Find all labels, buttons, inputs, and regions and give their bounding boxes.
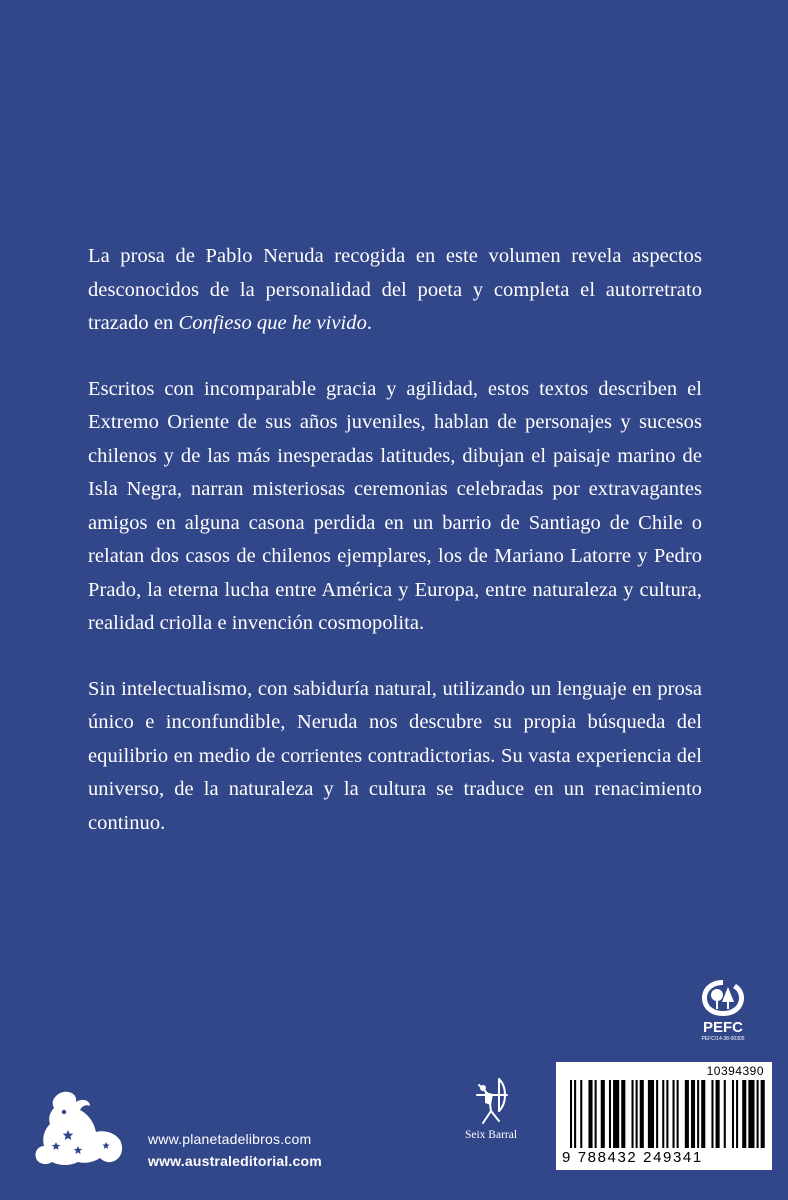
blurb-paragraph-2: Escritos con incomparable gracia y agilidad, estos textos describen el Extremo Oriente de sus años juveniles, hablan de personajes y sucesos chilenos y de las más inesperadas latitudes, dibujan el paisaje marino de Isla Negra, narran misteriosas ceremonias celebradas por extravagantes amigos en alguna casona perdida en un barrio de Santiago de Chile o relatan dos casos de chilenos ejemplares, los de Mariano Latorre y Pedro Prado, la eterna lucha entre América y Europa, entre naturaleza y cultura, realidad criolla e invención cosmopolita. (88, 377, 702, 634)
pefc-tree-icon (700, 978, 746, 1018)
barcode-bar (716, 1080, 720, 1148)
barcode-bar (648, 1080, 654, 1148)
seix-barral-logo (456, 1075, 526, 1141)
pefc-certification (688, 978, 758, 1043)
austral-goat-icon (34, 1090, 126, 1168)
barcode-bar (613, 1080, 619, 1148)
barcode-bar (580, 1080, 582, 1148)
barcode-bar (666, 1080, 668, 1148)
barcode-bar (742, 1080, 746, 1148)
barcode-bar (761, 1080, 765, 1148)
barcode-bar (640, 1080, 644, 1148)
cover-blurb (88, 240, 702, 872)
barcode-bar (621, 1080, 625, 1148)
barcode-bar (656, 1080, 658, 1148)
barcode-bar (673, 1080, 675, 1148)
pefc-code: PEFC/14-38-00305 (701, 1036, 745, 1042)
barcode-bar (677, 1080, 679, 1148)
blurb-paragraph-1 (88, 240, 702, 341)
blurb-paragraph-3: Sin intelectualismo, con sabiduría natural, utilizando un lenguaje en prosa único e inconfundible, Neruda nos descubre su propia búsqueda del equilibrio en medio de corrientes contradictorias. Su vasta experiencia del universo, de la naturaleza y la cultura se traduce en un renacimiento continuo. (88, 677, 702, 834)
publisher-urls (148, 1128, 322, 1172)
barcode-bar (609, 1080, 611, 1148)
blurb-p1-text: La prosa de Pablo Neruda recogida en este volumen revela aspectos desconocidos de la personalidad del poeta y completa el autorretrato trazado en (88, 245, 702, 334)
barcode-panel (556, 1062, 772, 1170)
barcode-bar (691, 1080, 695, 1148)
barcode-bar (724, 1080, 726, 1148)
barcode-bar (685, 1080, 689, 1148)
url-planetadelibros[interactable]: www.planetadelibros.com (148, 1131, 312, 1147)
barcode-bar (588, 1080, 592, 1148)
pefc-label: PEFC (702, 1019, 743, 1036)
isbn-number: 9 788432 249341 (562, 1149, 703, 1166)
barcode-bar (662, 1080, 664, 1148)
barcode-bar (748, 1080, 754, 1148)
barcode-bar (732, 1080, 734, 1148)
blurb-p1-end: . (366, 312, 373, 334)
barcode-bar (701, 1080, 705, 1148)
seix-barral-archer-icon (469, 1075, 513, 1127)
barcode-bar (595, 1080, 597, 1148)
seix-barral-name: Seix Barral (464, 1129, 518, 1141)
barcode-bar (697, 1080, 699, 1148)
barcode-bar (736, 1080, 738, 1148)
url-australeditorial[interactable]: www.australeditorial.com (148, 1153, 322, 1169)
barcode-bar (570, 1080, 572, 1148)
barcode-bar (711, 1080, 713, 1148)
book-title-reference: Confieso que he vivido (178, 312, 367, 334)
barcode-bar (601, 1080, 605, 1148)
barcode-bar (636, 1080, 638, 1148)
barcode-bar (632, 1080, 634, 1148)
barcode-bar (574, 1080, 576, 1148)
barcode-bar (757, 1080, 759, 1148)
product-code: 10394390 (706, 1064, 764, 1078)
